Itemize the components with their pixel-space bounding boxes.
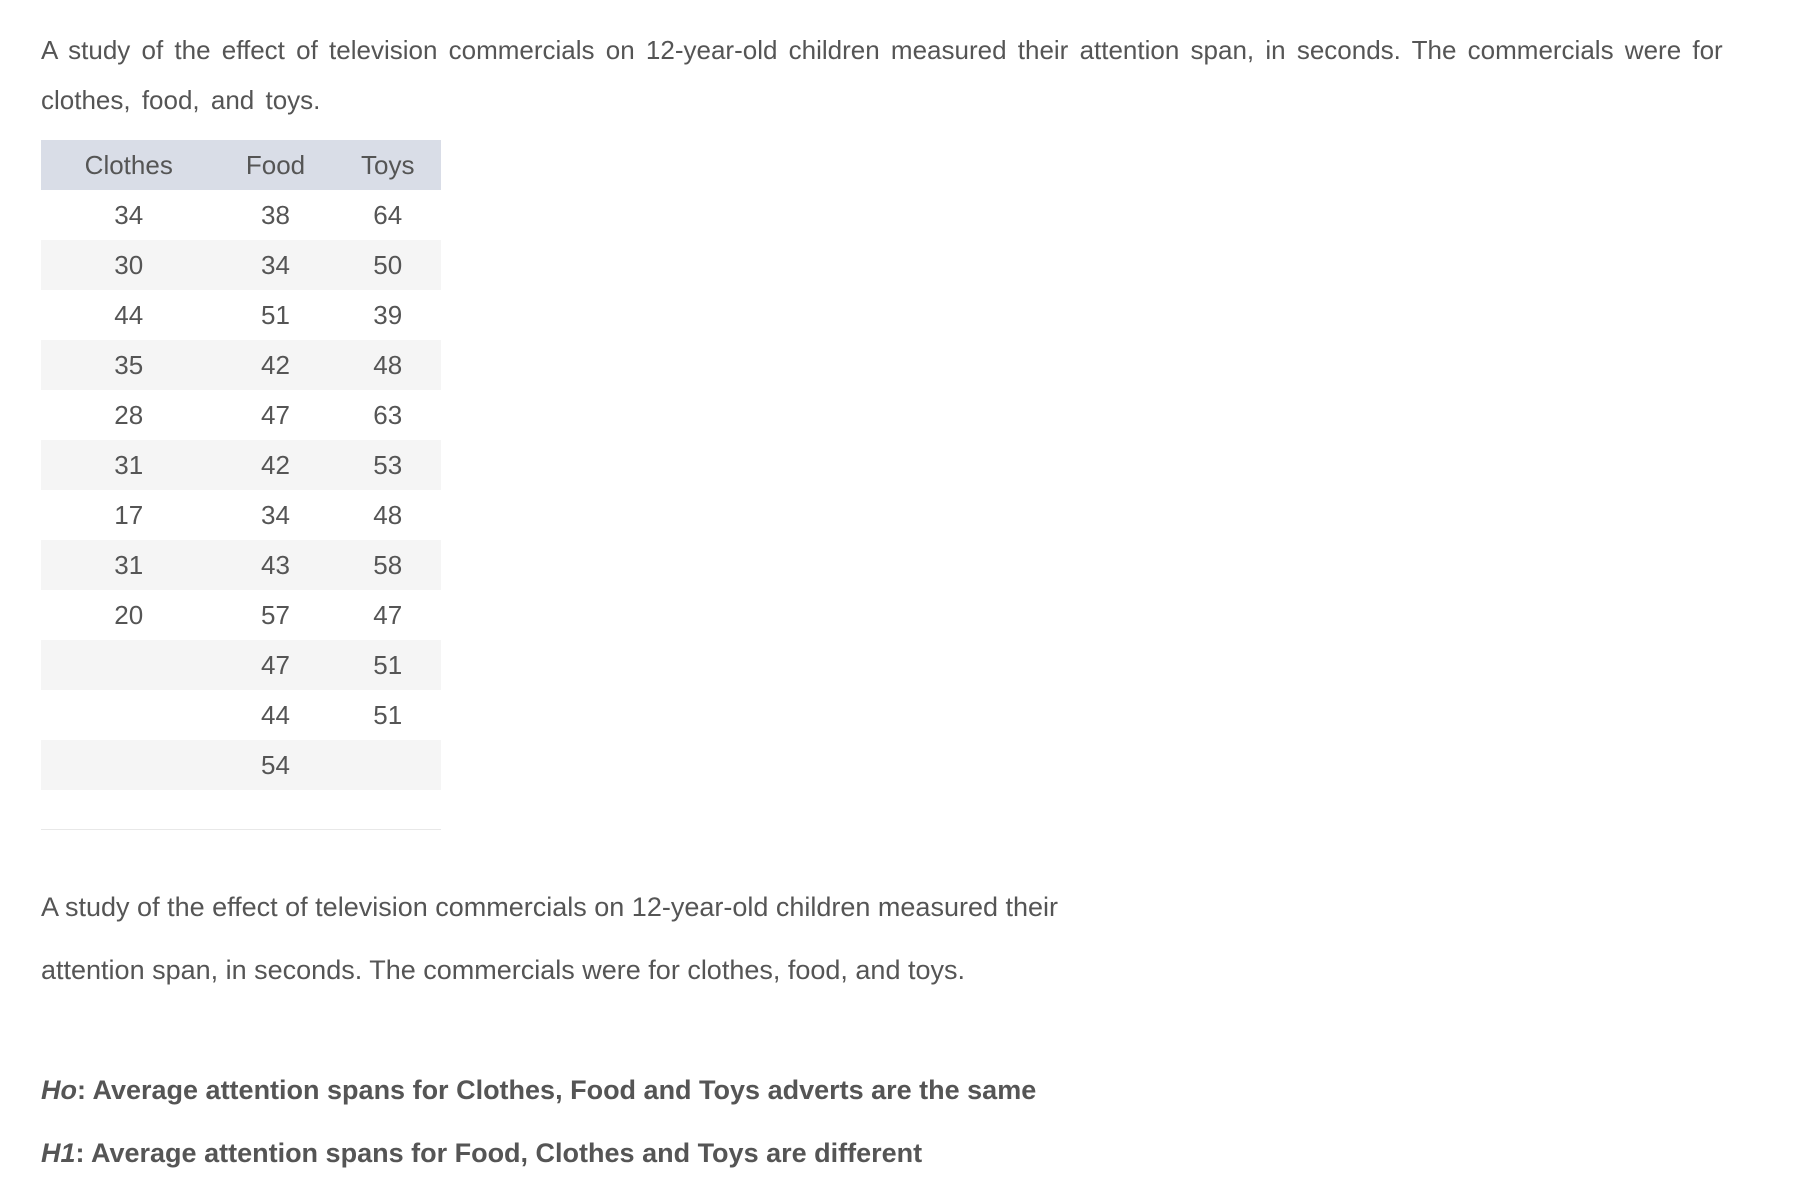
cell-food: 54 bbox=[217, 740, 335, 790]
alternative-hypothesis bbox=[41, 1138, 922, 1169]
alternative-hypothesis-text: : Average attention spans for Food, Clothes and Toys are different bbox=[75, 1138, 923, 1168]
table-row bbox=[41, 440, 441, 490]
cell-toys: 51 bbox=[335, 640, 441, 690]
table-row bbox=[41, 540, 441, 590]
cell-clothes bbox=[41, 690, 217, 740]
cell-toys: 63 bbox=[335, 390, 441, 440]
cell-toys: 53 bbox=[335, 440, 441, 490]
cell-toys: 48 bbox=[335, 490, 441, 540]
cell-toys: 51 bbox=[335, 690, 441, 740]
cell-food: 47 bbox=[217, 390, 335, 440]
table-divider bbox=[41, 829, 441, 830]
header-toys: Toys bbox=[335, 140, 441, 190]
paragraph-line-1: A study of the effect of television commercials on 12-year-old children measured their bbox=[41, 892, 1059, 922]
table-row bbox=[41, 590, 441, 640]
cell-food: 57 bbox=[217, 590, 335, 640]
cell-clothes bbox=[41, 740, 217, 790]
intro-line-1: A study of the effect of television commercials on 12-year-old children measured their attention span, in seconds. The commercials were for bbox=[41, 35, 1723, 65]
cell-clothes: 28 bbox=[41, 390, 217, 440]
cell-food: 34 bbox=[217, 240, 335, 290]
cell-clothes: 17 bbox=[41, 490, 217, 540]
table-row bbox=[41, 640, 441, 690]
paragraph-line-2: attention span, in seconds. The commercials were for clothes, food, and toys. bbox=[41, 955, 965, 985]
intro-line-2: clothes, food, and toys. bbox=[41, 85, 321, 115]
table-row bbox=[41, 740, 441, 790]
table-row bbox=[41, 490, 441, 540]
table-row bbox=[41, 390, 441, 440]
cell-food: 38 bbox=[217, 190, 335, 240]
cell-clothes: 31 bbox=[41, 540, 217, 590]
table-row bbox=[41, 240, 441, 290]
cell-toys: 64 bbox=[335, 190, 441, 240]
cell-food: 34 bbox=[217, 490, 335, 540]
cell-toys: 47 bbox=[335, 590, 441, 640]
cell-clothes bbox=[41, 640, 217, 690]
cell-clothes: 44 bbox=[41, 290, 217, 340]
header-food: Food bbox=[217, 140, 335, 190]
cell-food: 47 bbox=[217, 640, 335, 690]
cell-toys: 39 bbox=[335, 290, 441, 340]
null-hypothesis-text: : Average attention spans for Clothes, Food and Toys adverts are the same bbox=[77, 1075, 1037, 1105]
cell-food: 51 bbox=[217, 290, 335, 340]
cell-clothes: 30 bbox=[41, 240, 217, 290]
header-clothes: Clothes bbox=[41, 140, 217, 190]
table-row bbox=[41, 340, 441, 390]
cell-food: 42 bbox=[217, 440, 335, 490]
cell-food: 42 bbox=[217, 340, 335, 390]
null-hypothesis-label: Ho bbox=[41, 1075, 77, 1105]
table-header-row bbox=[41, 140, 441, 190]
cell-toys: 48 bbox=[335, 340, 441, 390]
intro-text bbox=[41, 25, 1816, 125]
cell-food: 44 bbox=[217, 690, 335, 740]
cell-clothes: 34 bbox=[41, 190, 217, 240]
cell-clothes: 31 bbox=[41, 440, 217, 490]
cell-toys bbox=[335, 740, 441, 790]
attention-span-table bbox=[41, 140, 441, 790]
table-row bbox=[41, 190, 441, 240]
description-paragraph bbox=[41, 876, 1141, 1002]
table-row bbox=[41, 290, 441, 340]
cell-food: 43 bbox=[217, 540, 335, 590]
cell-toys: 50 bbox=[335, 240, 441, 290]
table-row bbox=[41, 690, 441, 740]
cell-clothes: 20 bbox=[41, 590, 217, 640]
alternative-hypothesis-label: H1 bbox=[41, 1138, 76, 1168]
cell-clothes: 35 bbox=[41, 340, 217, 390]
null-hypothesis bbox=[41, 1075, 1036, 1106]
cell-toys: 58 bbox=[335, 540, 441, 590]
